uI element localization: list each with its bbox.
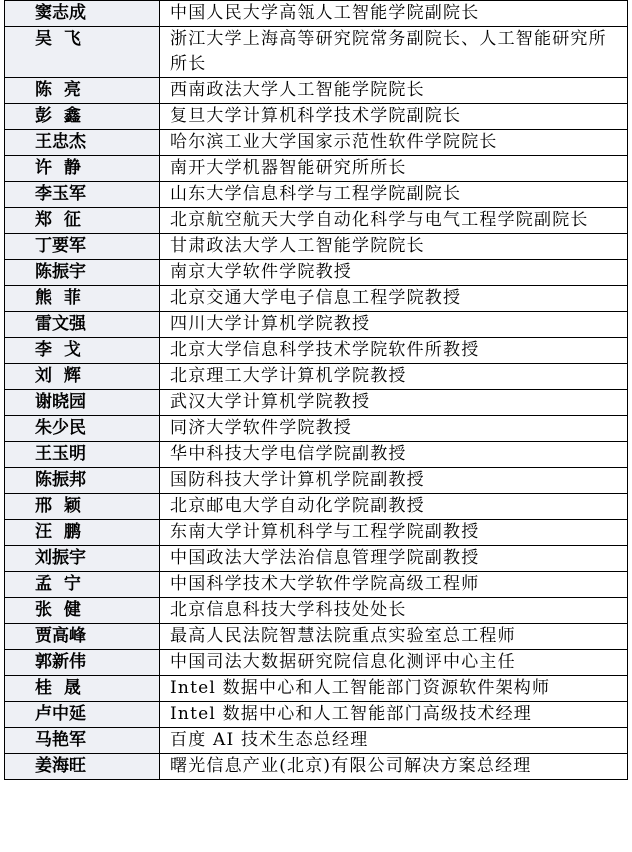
member-name: 郑 征 (5, 208, 160, 234)
member-title: 北京理工大学计算机学院教授 (160, 364, 628, 390)
table-row (5, 728, 628, 754)
member-name: 李玉军 (5, 182, 160, 208)
table-row (5, 286, 628, 312)
member-title: 北京交通大学电子信息工程学院教授 (160, 286, 628, 312)
member-name: 彭 鑫 (5, 104, 160, 130)
table-row (5, 312, 628, 338)
member-name: 桂 晟 (5, 676, 160, 702)
table-row (5, 650, 628, 676)
member-title: 中国人民大学高瓴人工智能学院副院长 (160, 1, 628, 27)
member-name: 许 静 (5, 156, 160, 182)
member-name: 郭新伟 (5, 650, 160, 676)
member-title: 山东大学信息科学与工程学院副院长 (160, 182, 628, 208)
member-title: 中国科学技术大学软件学院高级工程师 (160, 572, 628, 598)
member-title: 曙光信息产业(北京)有限公司解决方案总经理 (160, 754, 628, 780)
table-row (5, 260, 628, 286)
member-title: 同济大学软件学院教授 (160, 416, 628, 442)
member-name: 陈 亮 (5, 78, 160, 104)
table-row (5, 572, 628, 598)
member-title: 国防科技大学计算机学院副教授 (160, 468, 628, 494)
member-title: 东南大学计算机科学与工程学院副教授 (160, 520, 628, 546)
member-title: 哈尔滨工业大学国家示范性软件学院院长 (160, 130, 628, 156)
member-name: 朱少民 (5, 416, 160, 442)
member-title: 甘肃政法大学人工智能学院院长 (160, 234, 628, 260)
table-row (5, 546, 628, 572)
table-row (5, 676, 628, 702)
member-title: 南京大学软件学院教授 (160, 260, 628, 286)
table-row (5, 494, 628, 520)
table-row (5, 702, 628, 728)
table-row (5, 598, 628, 624)
table-row (5, 182, 628, 208)
member-name: 陈振邦 (5, 468, 160, 494)
member-title: 北京航空航天大学自动化科学与电气工程学院副院长 (160, 208, 628, 234)
member-title: Intel 数据中心和人工智能部门资源软件架构师 (160, 676, 628, 702)
table-row (5, 754, 628, 780)
table-row (5, 520, 628, 546)
table-row (5, 234, 628, 260)
member-name: 贾高峰 (5, 624, 160, 650)
table-row (5, 156, 628, 182)
member-title: 百度 AI 技术生态总经理 (160, 728, 628, 754)
member-name: 刘 辉 (5, 364, 160, 390)
member-title: 浙江大学上海高等研究院常务副院长、人工智能研究所所长 (160, 27, 628, 78)
member-title: 西南政法大学人工智能学院院长 (160, 78, 628, 104)
table-row (5, 130, 628, 156)
member-name: 邢 颖 (5, 494, 160, 520)
member-title: 北京大学信息科学技术学院软件所教授 (160, 338, 628, 364)
committee-table (4, 0, 628, 780)
member-name: 李 戈 (5, 338, 160, 364)
member-name: 窦志成 (5, 1, 160, 27)
member-name: 刘振宇 (5, 546, 160, 572)
table-row (5, 468, 628, 494)
committee-table-body (5, 1, 628, 780)
member-title: 最高人民法院智慧法院重点实验室总工程师 (160, 624, 628, 650)
table-row (5, 390, 628, 416)
member-name: 马艳军 (5, 728, 160, 754)
member-title: 北京邮电大学自动化学院副教授 (160, 494, 628, 520)
member-name: 谢晓园 (5, 390, 160, 416)
table-row (5, 208, 628, 234)
table-row (5, 104, 628, 130)
member-name: 丁要军 (5, 234, 160, 260)
member-title: 武汉大学计算机学院教授 (160, 390, 628, 416)
table-row (5, 624, 628, 650)
member-name: 雷文强 (5, 312, 160, 338)
table-row (5, 78, 628, 104)
member-name: 王忠杰 (5, 130, 160, 156)
table-row (5, 442, 628, 468)
member-title: Intel 数据中心和人工智能部门高级技术经理 (160, 702, 628, 728)
member-name: 姜海旺 (5, 754, 160, 780)
member-name: 王玉明 (5, 442, 160, 468)
member-name: 吴 飞 (5, 27, 160, 78)
member-name: 陈振宇 (5, 260, 160, 286)
member-name: 熊 菲 (5, 286, 160, 312)
member-title: 中国政法大学法治信息管理学院副教授 (160, 546, 628, 572)
member-title: 中国司法大数据研究院信息化测评中心主任 (160, 650, 628, 676)
member-title: 四川大学计算机学院教授 (160, 312, 628, 338)
member-title: 复旦大学计算机科学技术学院副院长 (160, 104, 628, 130)
member-name: 卢中延 (5, 702, 160, 728)
member-name: 孟 宁 (5, 572, 160, 598)
member-title: 南开大学机器智能研究所所长 (160, 156, 628, 182)
table-row (5, 27, 628, 78)
table-row (5, 1, 628, 27)
table-row (5, 416, 628, 442)
table-row (5, 338, 628, 364)
member-name: 张 健 (5, 598, 160, 624)
member-name: 汪 鹏 (5, 520, 160, 546)
member-title: 北京信息科技大学科技处处长 (160, 598, 628, 624)
member-title: 华中科技大学电信学院副教授 (160, 442, 628, 468)
table-row (5, 364, 628, 390)
roster-sheet (4, 0, 628, 780)
